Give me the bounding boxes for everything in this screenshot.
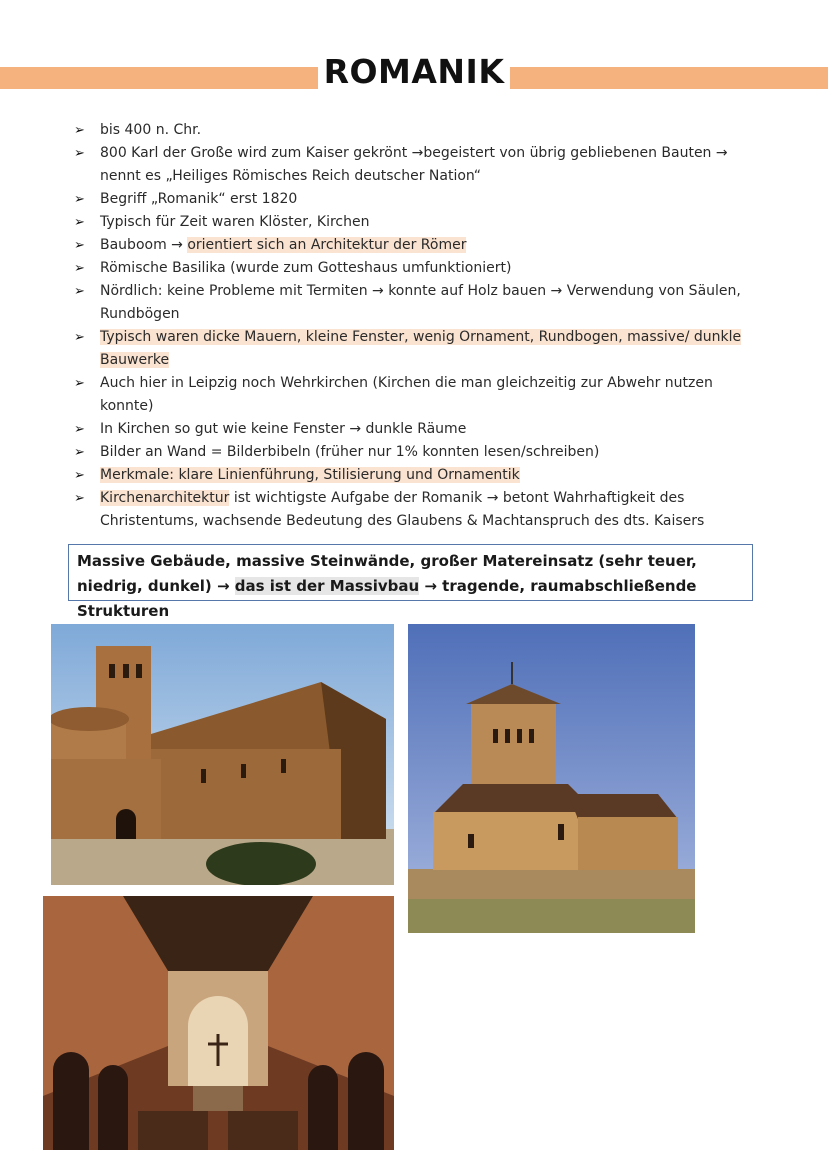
list-item: ➢ In Kirchen so gut wie keine Fenster → dunkle Räume xyxy=(74,418,764,441)
list-item: ➢ Bilder an Wand = Bilderbibeln (früher nur 1% konnten lesen/schreiben) xyxy=(74,441,764,464)
list-item: ➢ Typisch waren dicke Mauern, kleine Fenster, wenig Ornament, Rundbogen, massive/ dunkle Bauwerke xyxy=(74,326,764,372)
arrow-bullet-icon: ➢ xyxy=(74,261,85,276)
arrow-bullet-icon: ➢ xyxy=(74,376,85,391)
arrow-bullet-icon: ➢ xyxy=(74,123,85,138)
arrow-bullet-icon: ➢ xyxy=(74,284,85,299)
arrow-bullet-icon: ➢ xyxy=(74,215,85,230)
arrow-bullet-icon: ➢ xyxy=(74,491,85,506)
arrow-bullet-icon: ➢ xyxy=(74,445,85,460)
list-item: ➢ Nördlich: keine Probleme mit Termiten → konnte auf Holz bauen → Verwendung von Säulen, Rundbögen xyxy=(74,280,764,326)
photo-basilica-interior xyxy=(43,896,394,1150)
list-item: ➢ Bauboom → orientiert sich an Architektur der Römer xyxy=(74,234,764,257)
photo-basilica-exterior xyxy=(51,624,394,885)
photo-tower-church xyxy=(408,624,695,933)
list-item: ➢ bis 400 n. Chr. xyxy=(74,119,764,142)
list-item: ➢ Kirchenarchitektur ist wichtigste Aufgabe der Romanik → betont Wahrhaftigkeit des Christentums, wachsende Bedeutung des Glaubens & Machtanspruch des dts. Kaisers xyxy=(74,487,764,533)
list-item: ➢ Auch hier in Leipzig noch Wehrkirchen (Kirchen die man gleichzeitig zur Abwehr nutzen konnte) xyxy=(74,372,764,418)
list-item: ➢ 800 Karl der Große wird zum Kaiser gekrönt →begeistert von übrig gebliebenen Bauten → nennt es „Heiliges Römisches Reich deutscher Nation“ xyxy=(74,142,764,188)
arrow-bullet-icon: ➢ xyxy=(74,192,85,207)
arrow-bullet-icon: ➢ xyxy=(74,330,85,345)
massivbau-summary-box: Massive Gebäude, massive Steinwände, großer Matereinsatz (sehr teuer, niedrig, dunkel) → das ist der Massivbau → tragende, raumabschließende Strukturen xyxy=(68,544,753,601)
arrow-bullet-icon: ➢ xyxy=(74,146,85,161)
list-item: ➢ Merkmale: klare Linienführung, Stilisierung und Ornamentik xyxy=(74,464,764,487)
page-title: ROMANIK xyxy=(0,52,828,91)
arrow-bullet-icon: ➢ xyxy=(74,238,85,253)
list-item: ➢ Begriff „Romanik“ erst 1820 xyxy=(74,188,764,211)
list-item: ➢ Typisch für Zeit waren Klöster, Kirchen xyxy=(74,211,764,234)
list-item: ➢ Römische Basilika (wurde zum Gotteshaus umfunktioniert) xyxy=(74,257,764,280)
bullet-list xyxy=(74,119,764,533)
arrow-bullet-icon: ➢ xyxy=(74,468,85,483)
arrow-bullet-icon: ➢ xyxy=(74,422,85,437)
